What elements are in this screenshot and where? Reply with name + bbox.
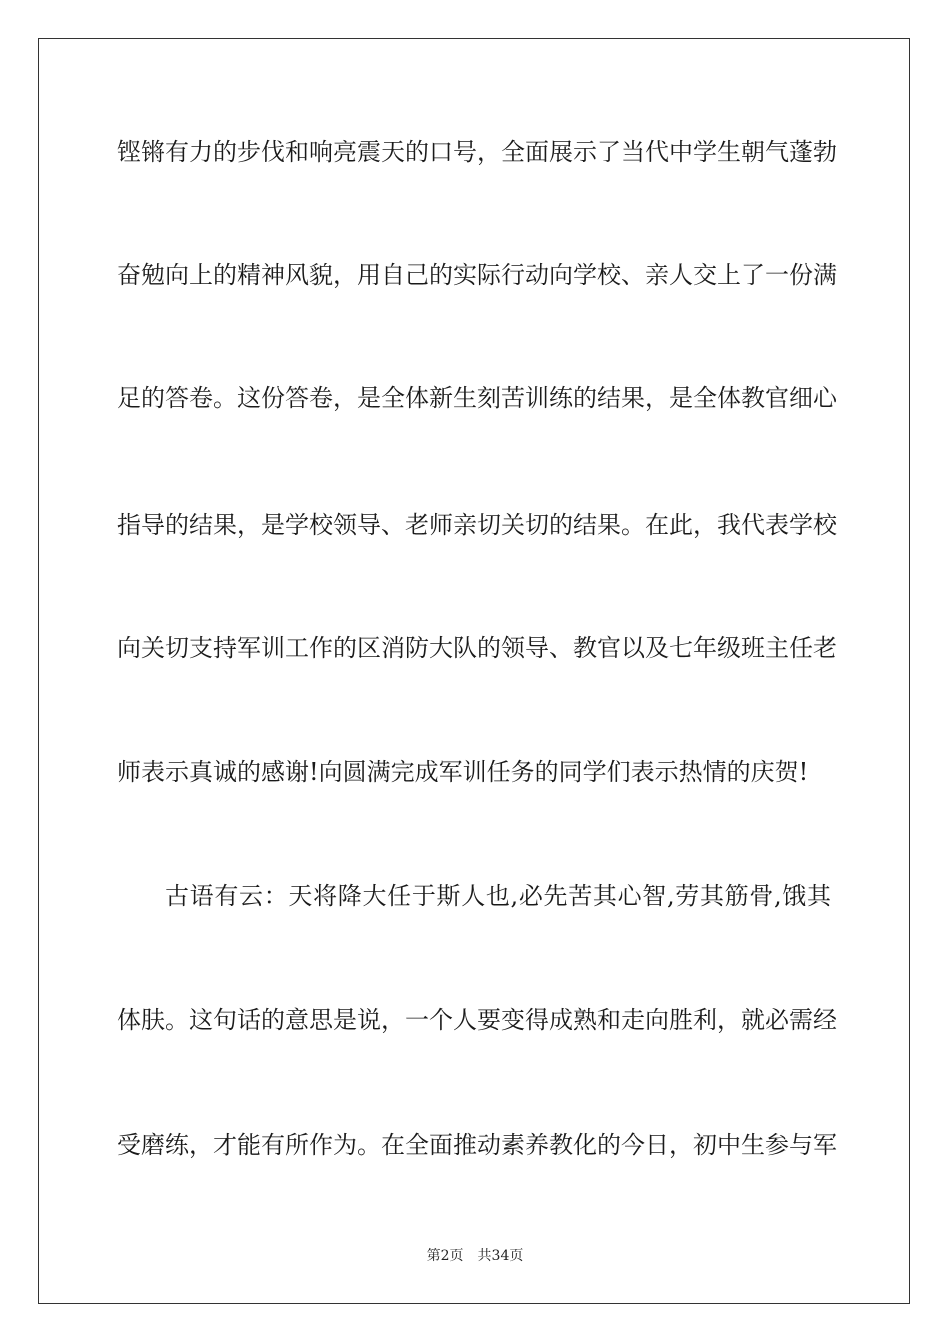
body-text-line: 体肤。这句话的意思是说，一个人要变得成熟和走向胜利，就必需经 xyxy=(117,1006,837,1034)
page-border xyxy=(38,38,910,1304)
body-text-line: 足的答卷。这份答卷，是全体新生刻苦训练的结果，是全体教官细心 xyxy=(117,384,837,412)
body-text-line: 奋勉向上的精神风貌，用自己的实际行动向学校、亲人交上了一份满 xyxy=(117,261,837,289)
body-text-line: 铿锵有力的步伐和响亮震天的口号，全面展示了当代中学生朝气蓬勃 xyxy=(117,138,837,166)
body-text-line: 向关切支持军训工作的区消防大队的领导、教官以及七年级班主任老 xyxy=(117,634,837,662)
page-total: 共34页 xyxy=(477,1248,524,1264)
page-footer xyxy=(0,1247,950,1265)
paragraph-first-line: 古语有云：天将降大任于斯人也,必先苦其心智,劳其筋骨,饿其 xyxy=(165,882,831,910)
body-text-line: 指导的结果，是学校领导、老师亲切关切的结果。在此，我代表学校 xyxy=(117,511,837,539)
page-number: 第2页 xyxy=(426,1248,464,1264)
body-text-line: 受磨练，才能有所作为。在全面推动素养教化的今日，初中生参与军 xyxy=(117,1131,837,1159)
body-text-line: 师表示真诚的感谢!向圆满完成军训任务的同学们表示热情的庆贺! xyxy=(117,758,809,786)
